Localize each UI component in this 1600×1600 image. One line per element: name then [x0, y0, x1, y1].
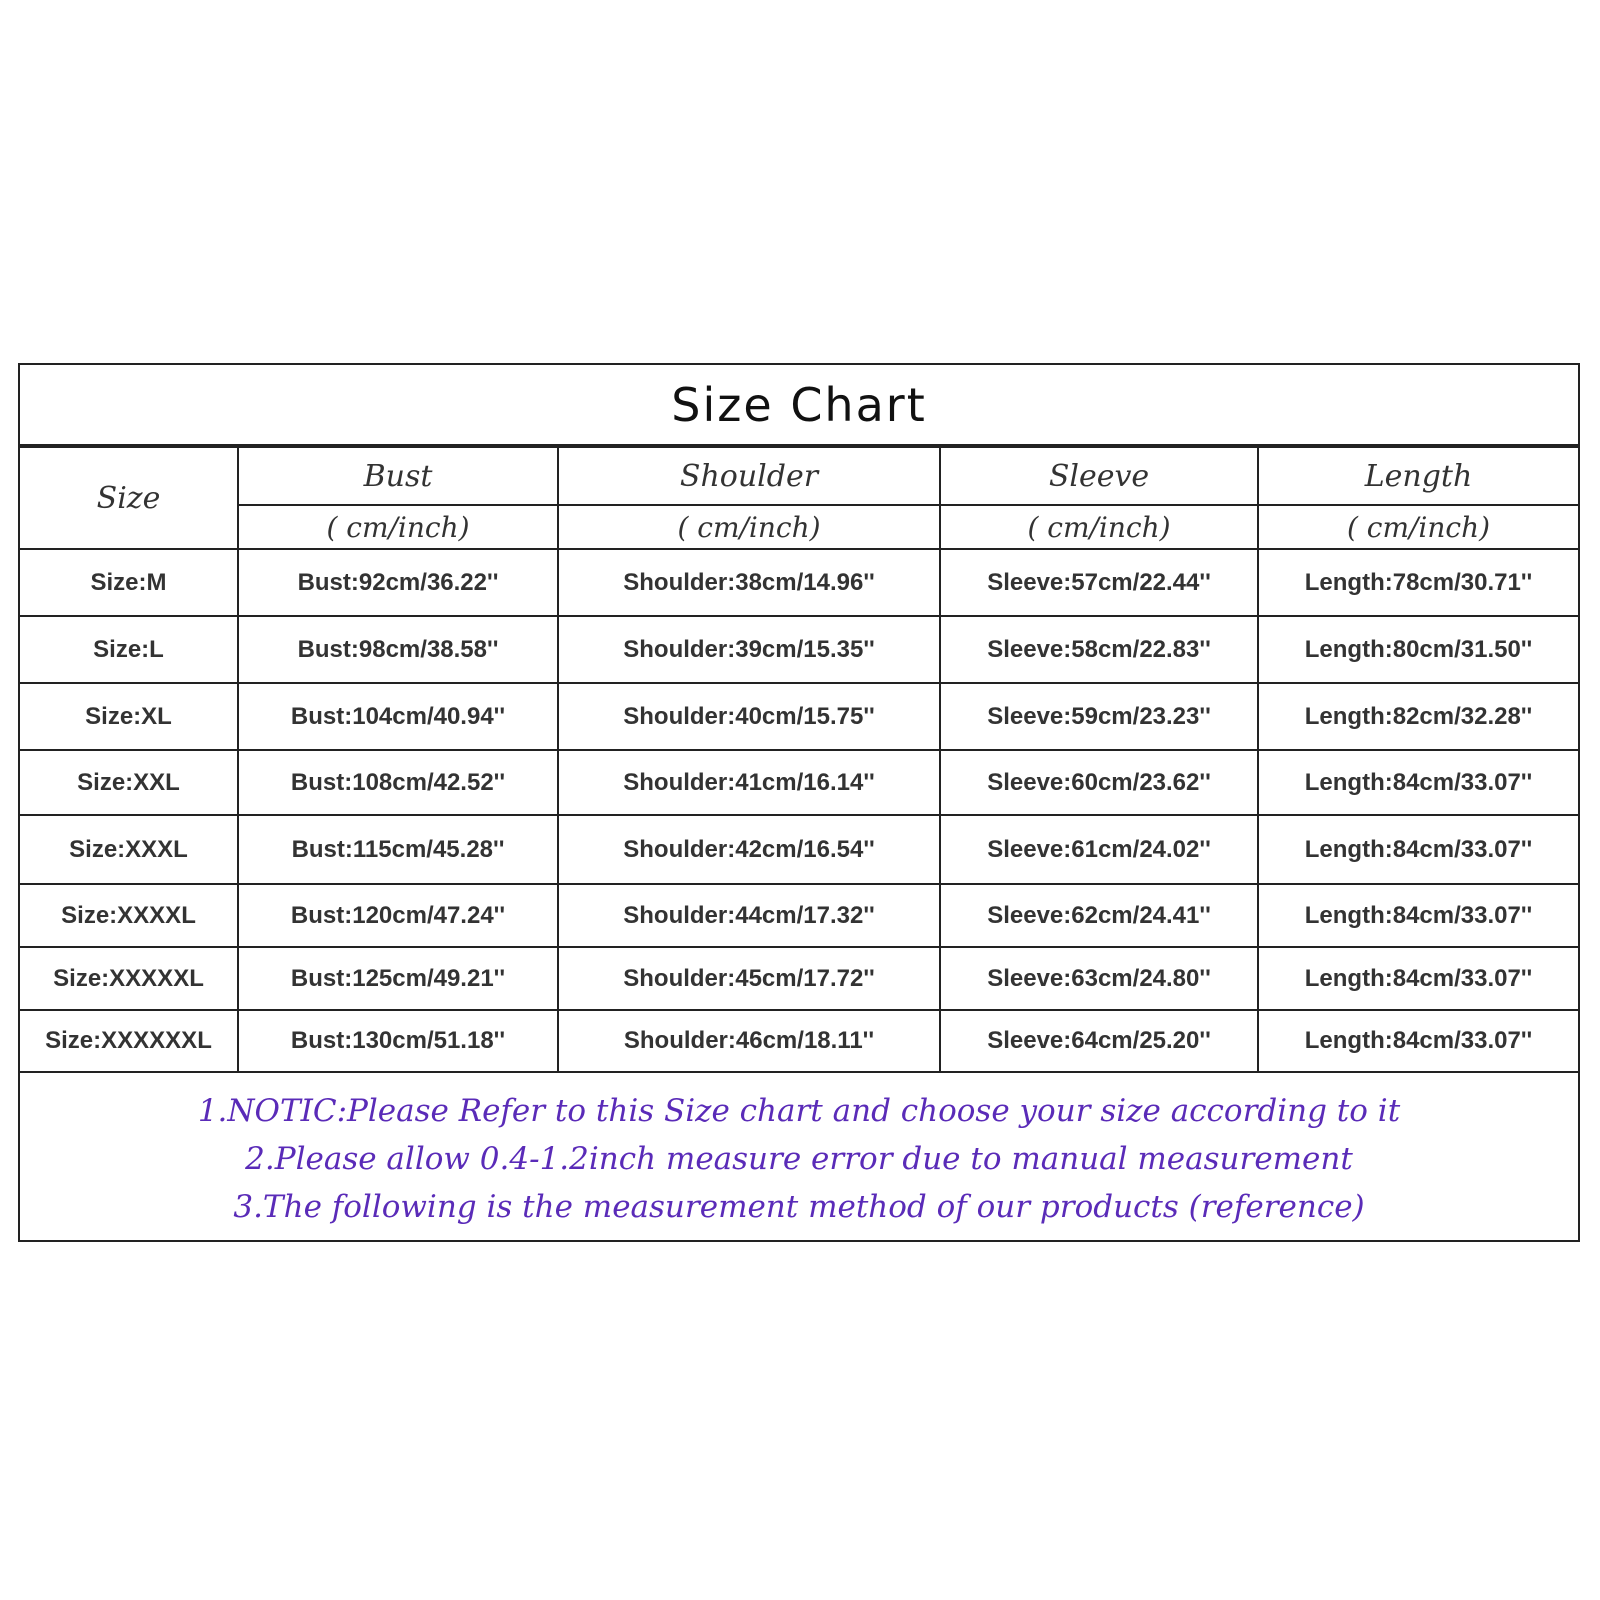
- shoulder-cell: Shoulder:38cm/14.96'': [558, 549, 940, 616]
- table-row: [20, 750, 1578, 815]
- header-bust: Bust: [238, 447, 558, 505]
- size-cell: Size:XXXL: [20, 815, 238, 884]
- bust-cell: Bust:108cm/42.52'': [238, 750, 558, 815]
- shoulder-cell: Shoulder:40cm/15.75'': [558, 683, 940, 750]
- length-cell: Length:84cm/33.07'': [1258, 884, 1578, 947]
- table-row: [20, 683, 1578, 750]
- note-2: 2.Please allow 0.4-1.2inch measure error due to manual measurement: [245, 1141, 1353, 1177]
- length-cell: Length:82cm/32.28'': [1258, 683, 1578, 750]
- size-cell: Size:L: [20, 616, 238, 683]
- shoulder-cell: Shoulder:45cm/17.72'': [558, 947, 940, 1010]
- shoulder-cell: Shoulder:42cm/16.54'': [558, 815, 940, 884]
- bust-cell: Bust:104cm/40.94'': [238, 683, 558, 750]
- size-cell: Size:XXXXL: [20, 884, 238, 947]
- sleeve-cell: Sleeve:57cm/22.44'': [940, 549, 1258, 616]
- bust-cell: Bust:130cm/51.18'': [238, 1010, 558, 1072]
- bust-cell: Bust:120cm/47.24'': [238, 884, 558, 947]
- header-length: Length: [1258, 447, 1578, 505]
- sleeve-cell: Sleeve:63cm/24.80'': [940, 947, 1258, 1010]
- size-table: [20, 446, 1578, 1073]
- table-row: [20, 1010, 1578, 1072]
- header-shoulder: Shoulder: [558, 447, 940, 505]
- size-cell: Size:XXL: [20, 750, 238, 815]
- unit-shoulder: ( cm/inch): [558, 505, 940, 549]
- table-row: [20, 815, 1578, 884]
- bust-cell: Bust:125cm/49.21'': [238, 947, 558, 1010]
- size-cell: Size:M: [20, 549, 238, 616]
- sleeve-cell: Sleeve:60cm/23.62'': [940, 750, 1258, 815]
- sleeve-cell: Sleeve:58cm/22.83'': [940, 616, 1258, 683]
- table-row: [20, 884, 1578, 947]
- sleeve-cell: Sleeve:62cm/24.41'': [940, 884, 1258, 947]
- length-cell: Length:84cm/33.07'': [1258, 1010, 1578, 1072]
- size-cell: Size:XL: [20, 683, 238, 750]
- note-1: 1.NOTIC:Please Refer to this Size chart and choose your size according to it: [197, 1093, 1401, 1129]
- sleeve-cell: Sleeve:64cm/25.20'': [940, 1010, 1258, 1072]
- table-row: [20, 549, 1578, 616]
- chart-title: Size Chart: [20, 365, 1578, 446]
- header-sleeve: Sleeve: [940, 447, 1258, 505]
- sleeve-cell: Sleeve:59cm/23.23'': [940, 683, 1258, 750]
- length-cell: Length:80cm/31.50'': [1258, 616, 1578, 683]
- bust-cell: Bust:92cm/36.22'': [238, 549, 558, 616]
- shoulder-cell: Shoulder:44cm/17.32'': [558, 884, 940, 947]
- size-cell: Size:XXXXXL: [20, 947, 238, 1010]
- length-cell: Length:84cm/33.07'': [1258, 947, 1578, 1010]
- shoulder-cell: Shoulder:46cm/18.11'': [558, 1010, 940, 1072]
- length-cell: Length:84cm/33.07'': [1258, 750, 1578, 815]
- header-row: [20, 447, 1578, 505]
- shoulder-cell: Shoulder:39cm/15.35'': [558, 616, 940, 683]
- length-cell: Length:78cm/30.71'': [1258, 549, 1578, 616]
- length-cell: Length:84cm/33.07'': [1258, 815, 1578, 884]
- bust-cell: Bust:98cm/38.58'': [238, 616, 558, 683]
- table-row: [20, 616, 1578, 683]
- size-chart: [18, 363, 1580, 1242]
- note-3: 3.The following is the measurement method of our products (reference): [233, 1189, 1365, 1225]
- bust-cell: Bust:115cm/45.28'': [238, 815, 558, 884]
- shoulder-cell: Shoulder:41cm/16.14'': [558, 750, 940, 815]
- unit-length: ( cm/inch): [1258, 505, 1578, 549]
- unit-bust: ( cm/inch): [238, 505, 558, 549]
- table-row: [20, 947, 1578, 1010]
- sleeve-cell: Sleeve:61cm/24.02'': [940, 815, 1258, 884]
- unit-sleeve: ( cm/inch): [940, 505, 1258, 549]
- unit-row: [20, 505, 1578, 549]
- size-cell: Size:XXXXXXL: [20, 1010, 238, 1072]
- notes: [20, 1073, 1578, 1241]
- header-size: Size: [20, 447, 238, 549]
